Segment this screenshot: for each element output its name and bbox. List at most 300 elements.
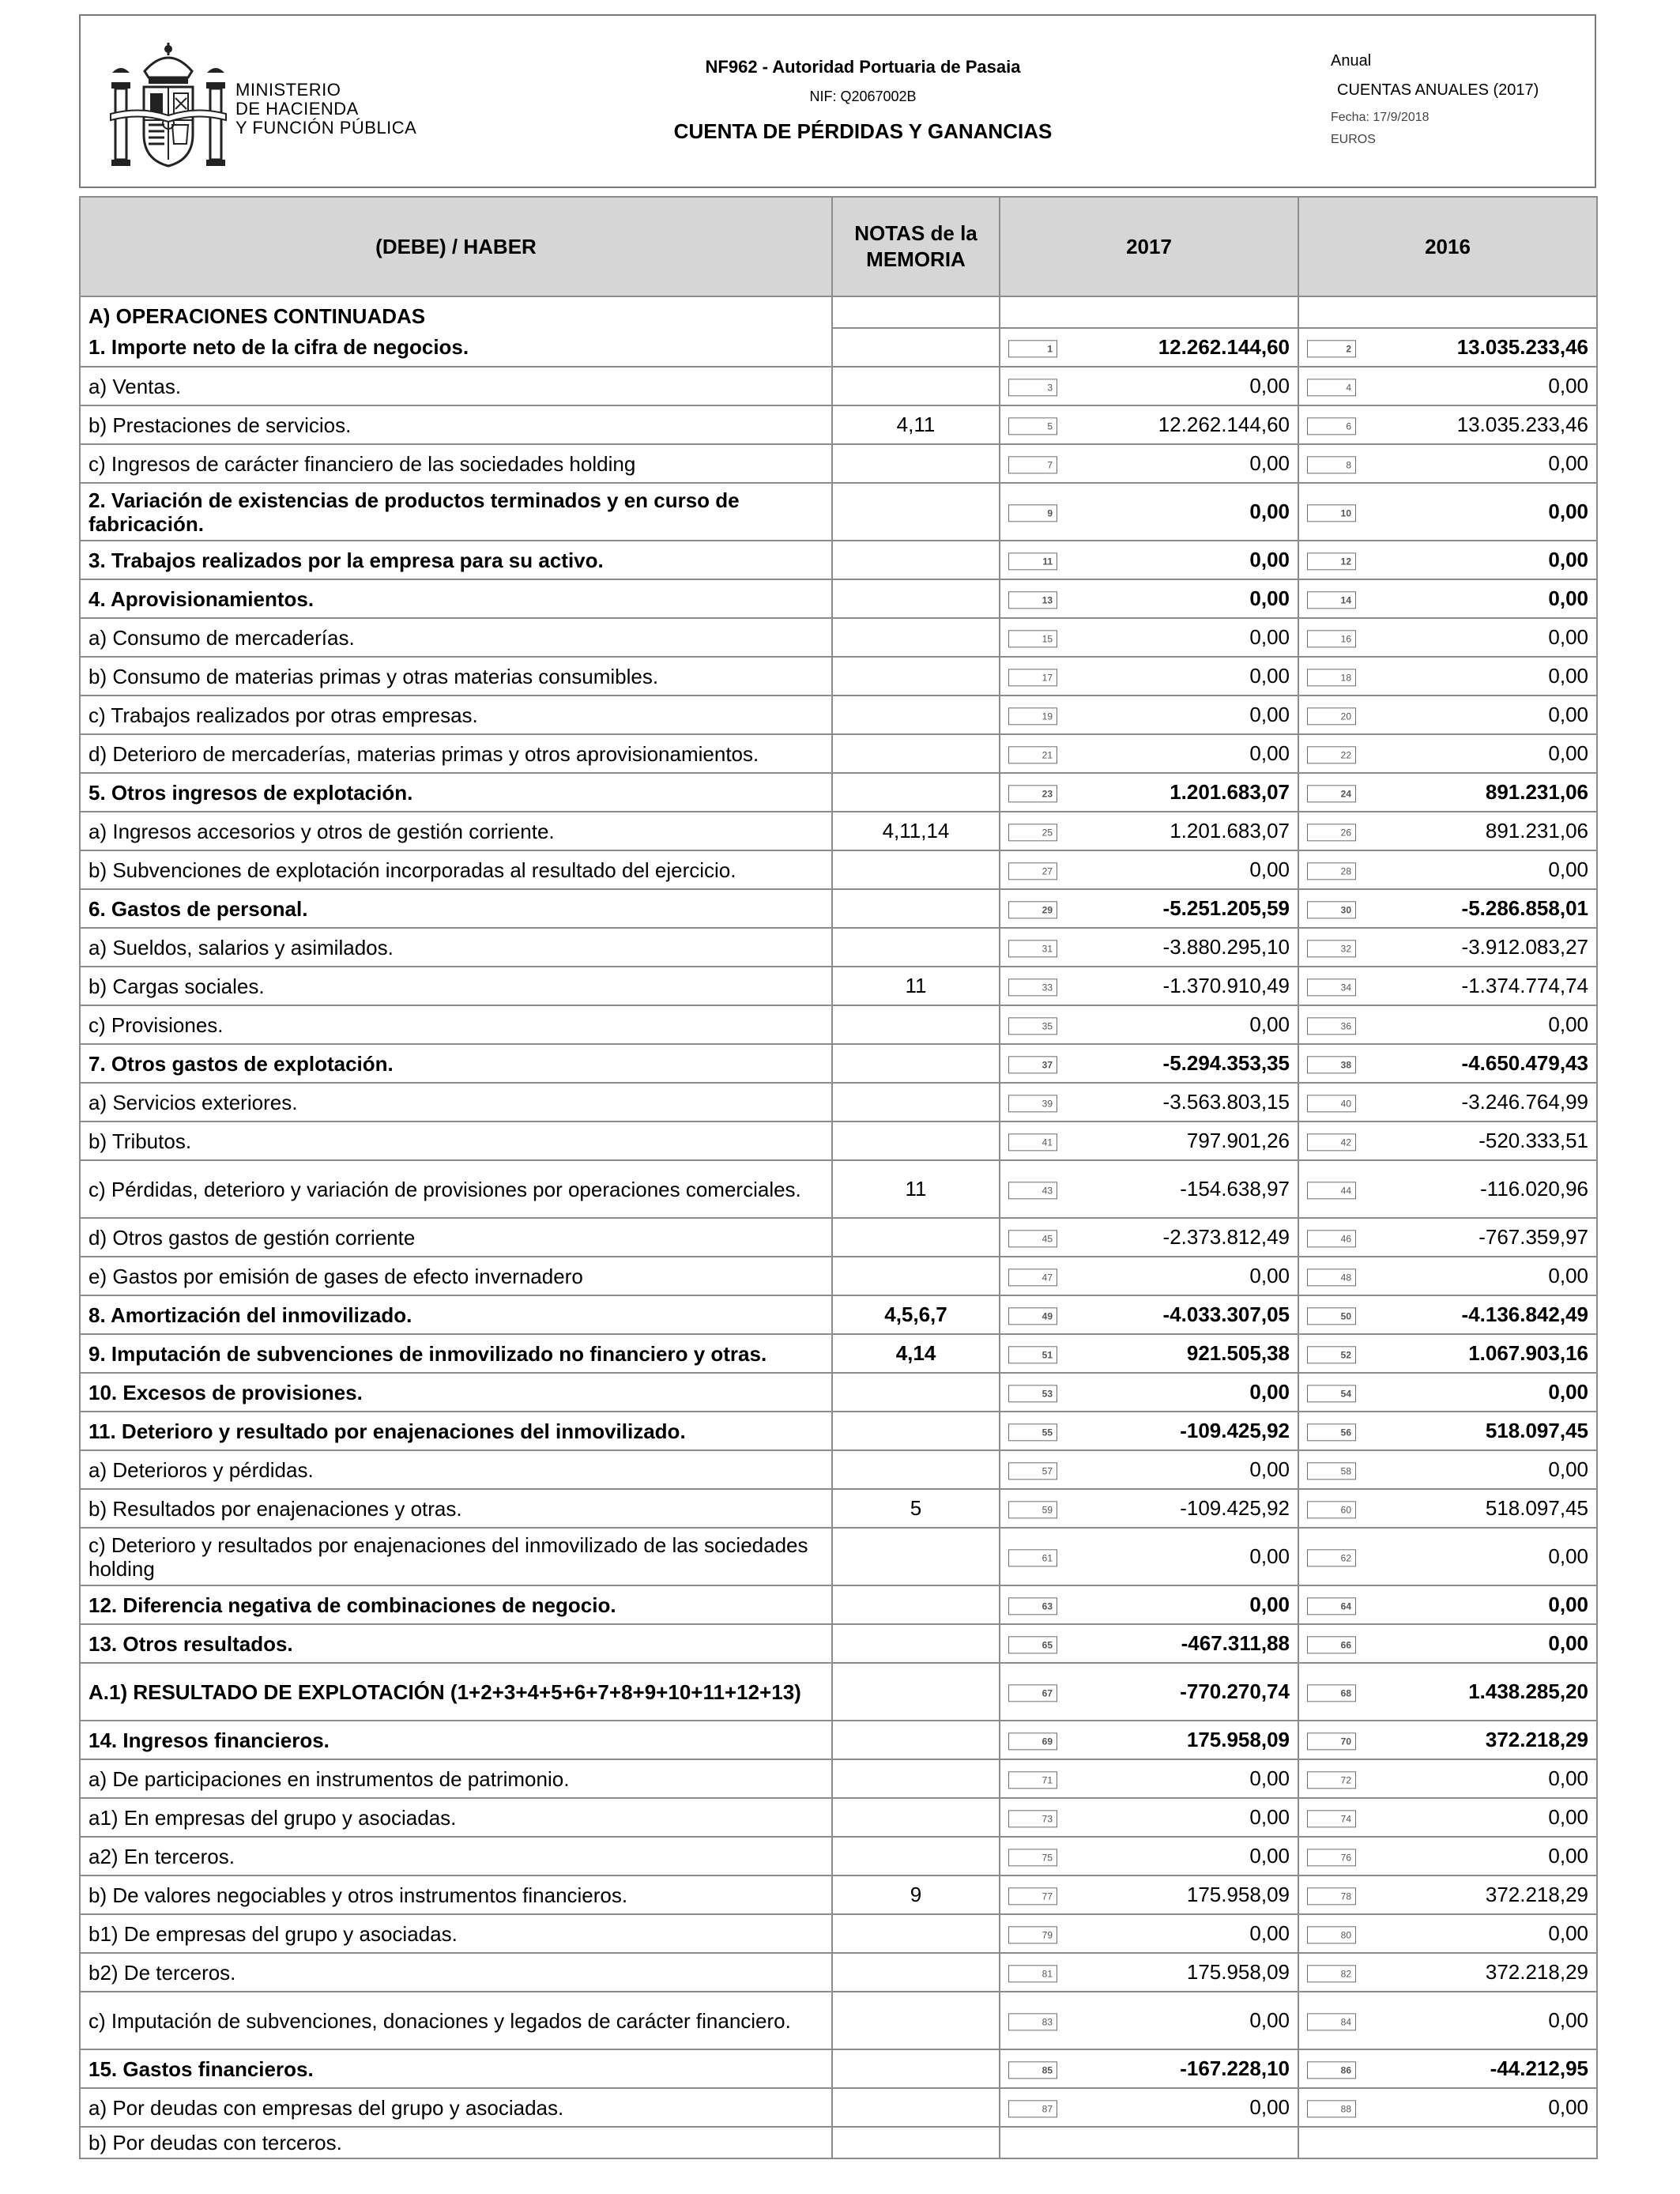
line-number-box: 35 (1008, 1017, 1057, 1035)
amount-2016: 0,00 (1548, 1264, 1588, 1287)
line-number-box: 29 (1008, 901, 1057, 918)
line-number-box: 82 (1307, 1965, 1356, 1982)
amount-2016: 518.097,45 (1485, 1496, 1588, 1520)
row-concept: 3. Trabajos realizados por la empresa para su activo. (80, 541, 832, 579)
amount-2017: 797.901,26 (1186, 1129, 1290, 1152)
row-value-2017 (1000, 1663, 1298, 1721)
amount-2016: 1.067.903,16 (1468, 1341, 1588, 1365)
line-number-box: 87 (1008, 2100, 1057, 2117)
line-number-box: 81 (1008, 1965, 1057, 1982)
row-value-2016 (1298, 928, 1597, 967)
table-row (80, 1798, 1597, 1837)
row-concept: b2) De terceros. (80, 1953, 832, 1992)
row-value-2017 (1000, 2088, 1298, 2127)
row-concept: c) Provisiones. (80, 1005, 832, 1044)
line-number-box: 67 (1008, 1684, 1057, 1702)
row-notes: 9 (832, 1875, 1000, 1914)
row-notes (832, 1992, 1000, 2049)
row-concept: b) Consumo de materias primas y otras materias consumibles. (80, 657, 832, 696)
amount-2017: 0,00 (1249, 548, 1290, 571)
row-concept: 4. Aprovisionamientos. (80, 579, 832, 618)
section-row (80, 296, 1597, 328)
amount-2016: 0,00 (1548, 1380, 1588, 1404)
table-header-row (80, 197, 1597, 296)
table-row (80, 1295, 1597, 1334)
row-concept: 10. Excesos de provisiones. (80, 1373, 832, 1412)
row-concept: c) Imputación de subvenciones, donaciones y legados de carácter financiero. (80, 1992, 832, 2049)
row-notes (832, 1044, 1000, 1083)
row-notes (832, 541, 1000, 579)
amount-2016: 0,00 (1548, 858, 1588, 881)
line-number-box: 49 (1008, 1307, 1057, 1325)
row-concept: a) Servicios exteriores. (80, 1083, 832, 1122)
row-notes (832, 1218, 1000, 1257)
amount-2016: 0,00 (1548, 1544, 1588, 1568)
line-number-box: 71 (1008, 1771, 1057, 1789)
line-number-box: 85 (1008, 2061, 1057, 2079)
line-number-box: 17 (1008, 669, 1057, 686)
line-number-box: 13 (1008, 591, 1057, 609)
table-row (80, 1412, 1597, 1450)
amount-2016: 13.035.233,46 (1456, 413, 1588, 436)
document-date: Fecha: 17/9/2018 (1331, 111, 1430, 124)
row-notes (832, 1624, 1000, 1663)
row-concept: e) Gastos por emisión de gases de efecto invernadero (80, 1257, 832, 1295)
amount-2016: 13.035.233,46 (1456, 335, 1588, 359)
document-title: CUENTA DE PÉRDIDAS Y GANANCIAS (673, 119, 1053, 143)
amount-2016: 0,00 (1548, 664, 1588, 688)
row-value-2016 (1298, 1992, 1597, 2049)
line-number-box: 31 (1008, 940, 1057, 957)
line-number-box: 14 (1307, 591, 1356, 609)
row-value-2017 (1000, 812, 1298, 850)
row-value-2017 (1000, 1798, 1298, 1837)
row-value-2017 (1000, 1875, 1298, 1914)
amount-2016: 0,00 (1548, 374, 1588, 398)
row-notes (832, 1837, 1000, 1875)
amount-2017: 175.958,09 (1186, 1883, 1290, 1906)
notes-column-header (832, 197, 1000, 296)
amount-2016: 0,00 (1548, 1844, 1588, 1868)
row-value-2016 (1298, 1122, 1597, 1160)
row-concept: d) Otros gastos de gestión corriente (80, 1218, 832, 1257)
amount-2017: 0,00 (1249, 1012, 1290, 1036)
row-concept: 9. Imputación de subvenciones de inmovilizado no financiero y otras. (80, 1334, 832, 1373)
row-value-2016 (1298, 1005, 1597, 1044)
row-value-2017 (1000, 1450, 1298, 1489)
line-number-box: 57 (1008, 1462, 1057, 1480)
row-concept: b) Tributos. (80, 1122, 832, 1160)
row-notes (832, 657, 1000, 696)
line-number-box: 58 (1307, 1462, 1356, 1480)
line-number-box: 26 (1307, 824, 1356, 841)
amount-2017: -2.373.812,49 (1162, 1225, 1290, 1249)
row-notes (832, 1005, 1000, 1044)
row-notes (832, 1914, 1000, 1953)
row-concept: a) Ingresos accesorios y otros de gestión corriente. (80, 812, 832, 850)
line-number-box: 12 (1307, 552, 1356, 570)
row-notes (832, 850, 1000, 889)
line-number-box: 70 (1307, 1732, 1356, 1750)
table-row (80, 2127, 1597, 2158)
row-notes (832, 483, 1000, 541)
row-concept: a) Ventas. (80, 367, 832, 405)
table-row (80, 1759, 1597, 1798)
line-number-box: 79 (1008, 1926, 1057, 1943)
amount-2016: -5.286.858,01 (1461, 896, 1588, 920)
row-value-2016 (1298, 1914, 1597, 1953)
table-row (80, 967, 1597, 1005)
amount-2016: 891.231,06 (1485, 780, 1588, 804)
amount-2016: 0,00 (1548, 2008, 1588, 2032)
row-value-2016 (1298, 1044, 1597, 1083)
line-number-box: 4 (1307, 379, 1356, 396)
amount-2017: 0,00 (1249, 1921, 1290, 1945)
amount-2017: 921.505,38 (1186, 1341, 1290, 1365)
line-number-box: 38 (1307, 1056, 1356, 1073)
amount-2017: 0,00 (1249, 625, 1290, 649)
row-concept: 5. Otros ingresos de explotación. (80, 773, 832, 812)
amount-2017: 0,00 (1249, 374, 1290, 398)
table-row (80, 1914, 1597, 1953)
row-value-2016 (1298, 1160, 1597, 1218)
row-concept: 8. Amortización del inmovilizado. (80, 1295, 832, 1334)
amount-2016: -4.136.842,49 (1461, 1302, 1588, 1326)
row-value-2016 (1298, 1759, 1597, 1798)
line-number-box: 61 (1008, 1549, 1057, 1566)
row-value-2016 (1298, 444, 1597, 483)
amount-2016: 0,00 (1548, 1805, 1588, 1829)
row-value-2017 (1000, 2049, 1298, 2088)
row-notes (832, 2127, 1000, 2158)
row-notes (832, 696, 1000, 734)
row-concept: 2. Variación de existencias de productos terminados y en curso de fabricación. (80, 483, 832, 541)
row-value-2016 (1298, 1837, 1597, 1875)
row-notes (832, 1257, 1000, 1295)
row-value-2017 (1000, 405, 1298, 444)
row-notes (832, 444, 1000, 483)
line-number-box: 19 (1008, 707, 1057, 725)
table-row (80, 812, 1597, 850)
row-concept: a2) En terceros. (80, 1837, 832, 1875)
line-number-box: 28 (1307, 862, 1356, 880)
year-2016-column-header: 2016 (1298, 197, 1597, 296)
amount-2016: -44.212,95 (1490, 2056, 1588, 2080)
row-value-2016 (1298, 1083, 1597, 1122)
row-notes (832, 2049, 1000, 2088)
profit-loss-table (79, 196, 1598, 2159)
row-value-2016 (1298, 541, 1597, 579)
amount-2017: 0,00 (1249, 1264, 1290, 1287)
amount-2017: 0,00 (1249, 858, 1290, 881)
line-number-box: 15 (1008, 630, 1057, 647)
amount-2017: -109.425,92 (1180, 1496, 1290, 1520)
amount-2016: 0,00 (1548, 548, 1588, 571)
line-number-box: 45 (1008, 1230, 1057, 1247)
amount-2016: 0,00 (1548, 1766, 1588, 1790)
row-value-2017 (1000, 734, 1298, 773)
amount-2017: 1.201.683,07 (1170, 780, 1290, 804)
row-concept: b) De valores negociables y otros instrumentos financieros. (80, 1875, 832, 1914)
amount-2016: -767.359,97 (1478, 1225, 1588, 1249)
line-number-box: 56 (1307, 1423, 1356, 1441)
notes-header-line-1: NOTAS de la (854, 221, 977, 245)
row-value-2017 (1000, 657, 1298, 696)
row-concept: b) Subvenciones de explotación incorporadas al resultado del ejercicio. (80, 850, 832, 889)
line-number-box: 86 (1307, 2061, 1356, 2079)
row-notes (832, 928, 1000, 967)
row-value-2016 (1298, 850, 1597, 889)
amount-2016: 0,00 (1548, 703, 1588, 726)
row-notes: 11 (832, 967, 1000, 1005)
line-number-box: 2 (1307, 340, 1356, 357)
line-number-box: 48 (1307, 1269, 1356, 1286)
row-value-2016 (1298, 1257, 1597, 1295)
line-number-box: 11 (1008, 552, 1057, 570)
row-value-2017 (1000, 1412, 1298, 1450)
row-value-2016 (1298, 618, 1597, 657)
line-number-box: 83 (1008, 2013, 1057, 2030)
line-number-box: 6 (1307, 417, 1356, 435)
row-concept: d) Deterioro de mercaderías, materias primas y otros aprovisionamientos. (80, 734, 832, 773)
line-number-box: 30 (1307, 901, 1356, 918)
document-header (79, 14, 1596, 188)
row-value-2017 (1000, 541, 1298, 579)
amount-2016: 0,00 (1548, 586, 1588, 610)
line-number-box: 1 (1008, 340, 1057, 357)
row-concept: a) Consumo de mercaderías. (80, 618, 832, 657)
line-number-box: 50 (1307, 1307, 1356, 1325)
line-number-box: 21 (1008, 746, 1057, 763)
line-number-box: 63 (1008, 1597, 1057, 1615)
amount-2017: 12.262.144,60 (1158, 413, 1290, 436)
line-number-box: 74 (1307, 1810, 1356, 1827)
table-row (80, 773, 1597, 812)
table-row (80, 1953, 1597, 1992)
row-value-2017 (1000, 1759, 1298, 1798)
amount-2016: 0,00 (1548, 1921, 1588, 1945)
line-number-box: 73 (1008, 1810, 1057, 1827)
line-number-box: 88 (1307, 2100, 1356, 2117)
row-value-2016 (1298, 579, 1597, 618)
row-concept: b) Resultados por enajenaciones y otras. (80, 1489, 832, 1528)
amount-2016: 0,00 (1548, 499, 1588, 523)
line-number-box: 59 (1008, 1501, 1057, 1518)
row-notes (832, 1083, 1000, 1122)
line-number-box: 24 (1307, 785, 1356, 802)
row-value-2017 (1000, 1721, 1298, 1759)
row-notes (832, 1798, 1000, 1837)
amount-2017: -4.033.307,05 (1162, 1302, 1290, 1326)
line-number-box: 8 (1307, 456, 1356, 473)
line-number-box: 84 (1307, 2013, 1356, 2030)
row-value-2016 (1298, 483, 1597, 541)
row-notes (832, 773, 1000, 812)
row-concept: b) Por deudas con terceros. (80, 2127, 832, 2158)
row-concept: b) Cargas sociales. (80, 967, 832, 1005)
line-number-box: 20 (1307, 707, 1356, 725)
row-notes (832, 1412, 1000, 1450)
row-value-2017 (1000, 1373, 1298, 1412)
row-value-2016 (1298, 2049, 1597, 2088)
notes-header-line-2: MEMORIA (866, 247, 966, 271)
row-value-2017 (1000, 1044, 1298, 1083)
period-type: Anual (1331, 52, 1372, 70)
amount-2017: 0,00 (1249, 451, 1290, 475)
line-number-box: 25 (1008, 824, 1057, 841)
table-row (80, 889, 1597, 928)
row-value-2017 (1000, 1585, 1298, 1624)
document-meta (1331, 52, 1591, 147)
row-concept: a) Deterioros y pérdidas. (80, 1450, 832, 1489)
amount-2017: 0,00 (1249, 741, 1290, 765)
row-concept: 11. Deterioro y resultado por enajenaciones del inmovilizado. (80, 1412, 832, 1450)
table-row (80, 328, 1597, 367)
row-notes: 4,11,14 (832, 812, 1000, 850)
row-value-2016 (1298, 1721, 1597, 1759)
row-notes (832, 1585, 1000, 1624)
line-number-box: 5 (1008, 417, 1057, 435)
row-notes (832, 1663, 1000, 1721)
amount-2017: 0,00 (1249, 586, 1290, 610)
amount-2017: -3.880.295,10 (1162, 935, 1290, 959)
line-number-box: 54 (1307, 1385, 1356, 1402)
row-value-2017 (1000, 1334, 1298, 1373)
amount-2016: -3.912.083,27 (1461, 935, 1588, 959)
line-number-box: 44 (1307, 1182, 1356, 1199)
table-row (80, 1624, 1597, 1663)
line-number-box: 23 (1008, 785, 1057, 802)
amount-2017: 0,00 (1249, 499, 1290, 523)
table-row (80, 1373, 1597, 1412)
amount-2016: 372.218,29 (1485, 1883, 1588, 1906)
amount-2016: 0,00 (1548, 625, 1588, 649)
amount-2017: -1.370.910,49 (1162, 974, 1290, 997)
amount-2016: 0,00 (1548, 1593, 1588, 1616)
row-value-2016 (1298, 1585, 1597, 1624)
line-number-box: 32 (1307, 940, 1356, 957)
row-value-2016 (1298, 812, 1597, 850)
amount-2016: -1.374.774,74 (1461, 974, 1588, 997)
row-notes (832, 618, 1000, 657)
line-number-box: 77 (1008, 1887, 1057, 1905)
row-value-2016 (1298, 889, 1597, 928)
line-number-box: 53 (1008, 1385, 1057, 1402)
row-value-2017 (1000, 1005, 1298, 1044)
amount-2017: -167.228,10 (1180, 2056, 1290, 2080)
amount-2016: 0,00 (1548, 741, 1588, 765)
row-concept: 6. Gastos de personal. (80, 889, 832, 928)
row-value-2017 (1000, 483, 1298, 541)
amount-2017: 0,00 (1249, 2008, 1290, 2032)
row-notes (832, 367, 1000, 405)
table-row (80, 444, 1597, 483)
row-value-2017 (1000, 328, 1298, 367)
amount-2017: 175.958,09 (1186, 1960, 1290, 1984)
table-row (80, 1005, 1597, 1044)
row-value-2017 (1000, 1295, 1298, 1334)
table-row (80, 1528, 1597, 1585)
year-2017-column-header: 2017 (1000, 197, 1298, 296)
table-row (80, 1218, 1597, 1257)
line-number-box: 66 (1307, 1636, 1356, 1653)
line-number-box: 3 (1008, 379, 1057, 396)
row-value-2017 (1000, 696, 1298, 734)
line-number-box: 62 (1307, 1549, 1356, 1566)
row-value-2017 (1000, 850, 1298, 889)
row-value-2016 (1298, 773, 1597, 812)
amount-2017: 0,00 (1249, 1544, 1290, 1568)
row-notes (832, 1953, 1000, 1992)
amount-2017: -109.425,92 (1180, 1419, 1290, 1442)
row-notes: 4,14 (832, 1334, 1000, 1373)
amount-2017: 1.201.683,07 (1170, 819, 1290, 843)
row-value-2017 (1000, 1953, 1298, 1992)
table-row (80, 1585, 1597, 1624)
amount-2017: -3.563.803,15 (1162, 1090, 1290, 1114)
row-value-2017 (1000, 1528, 1298, 1585)
row-notes (832, 1759, 1000, 1798)
row-concept: 1. Importe neto de la cifra de negocios. (80, 328, 832, 367)
row-notes (832, 1528, 1000, 1585)
line-number-box: 36 (1307, 1017, 1356, 1035)
row-value-2016 (1298, 734, 1597, 773)
row-value-2016 (1298, 657, 1597, 696)
row-notes (832, 2088, 1000, 2127)
row-value-2017 (1000, 1122, 1298, 1160)
section-notes-cell (832, 296, 1000, 328)
line-number-box: 69 (1008, 1732, 1057, 1750)
table-row (80, 1122, 1597, 1160)
ministry-line-2: DE HACIENDA (235, 99, 359, 119)
amount-2017: 0,00 (1249, 664, 1290, 688)
table-row (80, 696, 1597, 734)
row-concept: c) Deterioro y resultados por enajenaciones del inmovilizado de las sociedades holding (80, 1528, 832, 1585)
row-value-2016 (1298, 1218, 1597, 1257)
row-value-2016 (1298, 1373, 1597, 1412)
table-row (80, 1334, 1597, 1373)
amount-2016: 518.097,45 (1485, 1419, 1588, 1442)
line-number-box: 7 (1008, 456, 1057, 473)
table-row (80, 1160, 1597, 1218)
table-row (80, 579, 1597, 618)
table-row (80, 734, 1597, 773)
row-concept: b) Prestaciones de servicios. (80, 405, 832, 444)
line-number-box: 37 (1008, 1056, 1057, 1073)
row-value-2017 (1000, 928, 1298, 967)
table-row (80, 657, 1597, 696)
table-row (80, 1875, 1597, 1914)
row-concept: c) Trabajos realizados por otras empresas. (80, 696, 832, 734)
line-number-box: 80 (1307, 1926, 1356, 1943)
amount-2016: 0,00 (1548, 1631, 1588, 1655)
row-notes (832, 328, 1000, 367)
row-value-2016 (1298, 1489, 1597, 1528)
line-number-box: 72 (1307, 1771, 1356, 1789)
amount-2016: 0,00 (1548, 1457, 1588, 1481)
table-row (80, 618, 1597, 657)
row-value-2017 (1000, 444, 1298, 483)
table-row (80, 1663, 1597, 1721)
row-value-2016 (1298, 1798, 1597, 1837)
line-number-box: 65 (1008, 1636, 1057, 1653)
row-concept: c) Ingresos de carácter financiero de las sociedades holding (80, 444, 832, 483)
row-concept: 14. Ingresos financieros. (80, 1721, 832, 1759)
table-row (80, 1044, 1597, 1083)
row-notes (832, 734, 1000, 773)
section-title: A) OPERACIONES CONTINUADAS (80, 296, 832, 328)
line-number-box: 39 (1008, 1095, 1057, 1112)
